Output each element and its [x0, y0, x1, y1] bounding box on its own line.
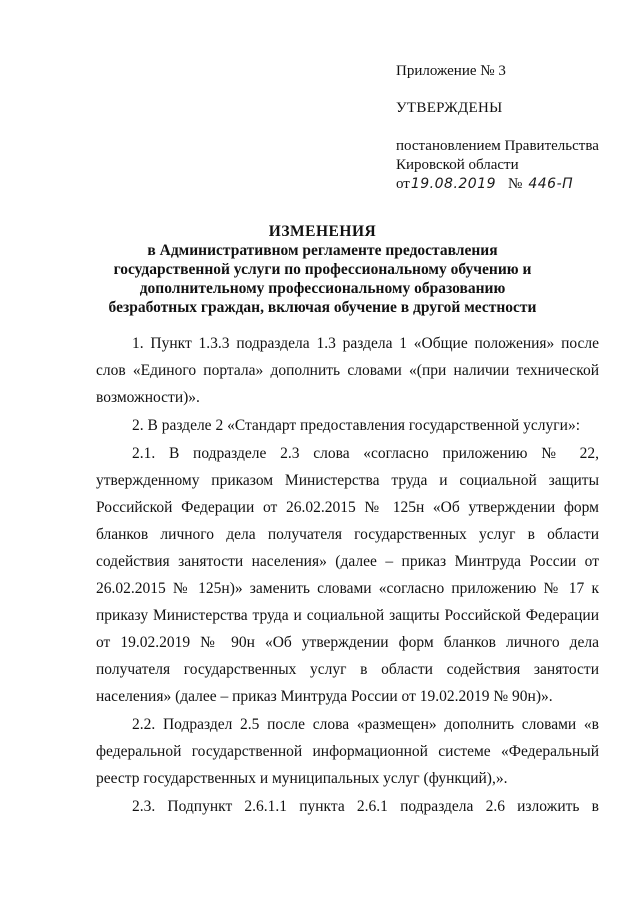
resolution-date-line	[396, 175, 626, 194]
approval-block	[396, 62, 626, 194]
paragraph-2-2: 2.2. Подраздел 2.5 после слова «размещен» дополнить словами «в федеральной государственной информационной системе «Федеральный реестр государственных и муниципальных услуг (функций),».	[96, 716, 599, 787]
resolution-reference	[396, 137, 626, 194]
resolution-number-label: №	[508, 176, 523, 192]
paragraph-2-3: 2.3. Подпункт 2.6.1.1 пункта 2.6.1 подраздела 2.6 изложить в	[132, 798, 599, 815]
resolution-line-2: Кировской области	[396, 157, 519, 173]
document-title: ИЗМЕНЕНИЯ	[268, 223, 377, 240]
resolution-number-handwritten: 446-П	[528, 176, 574, 192]
paragraph-2: 2. В разделе 2 «Стандарт предоставления государственной услуги»:	[132, 417, 581, 434]
annex-number: Приложение № 3	[396, 63, 506, 79]
document-heading	[100, 222, 545, 317]
resolution-date-handwritten: 19.08.2019	[410, 176, 497, 192]
paragraph-1: 1. Пункт 1.3.3 подраздела 1.3 раздела 1 «Общие положения» после слов «Единого портала» дополнить словами «(при наличии технической возможности)».	[96, 335, 599, 406]
paragraph-2-1: 2.1. В подразделе 2.3 слова «согласно приложению № 22, утвержденному приказом Министерства труда и социальной защиты Российской Федерации от 26.02.2015 № 125н «Об утверждении форм бланков личного дела получателя государственных услуг в области содействия занятости населения» (далее – приказ Минтруда России от 26.02.2015 № 125н)» заменить словами «согласно приложению № 17 к приказу Министерства труда и социальной защиты Российской Федерации от 19.02.2019 № 90н «Об утверждении форм бланков личного дела получателя государственных услуг в области содействия занятости населения» (далее – приказ Минтруда России от 19.02.2019 № 90н)».	[96, 445, 599, 705]
resolution-from-label: от	[396, 176, 410, 192]
approved-label: УТВЕРЖДЕНЫ	[396, 100, 503, 116]
document-subtitle: в Административном регламенте предоставления государственной услуги по профессиональному обучению и дополнительному профессиональному образованию безработных граждан, включая обучение в другой местности	[108, 242, 537, 316]
document-body	[96, 330, 599, 821]
resolution-line-1: постановлением Правительства	[396, 138, 599, 154]
